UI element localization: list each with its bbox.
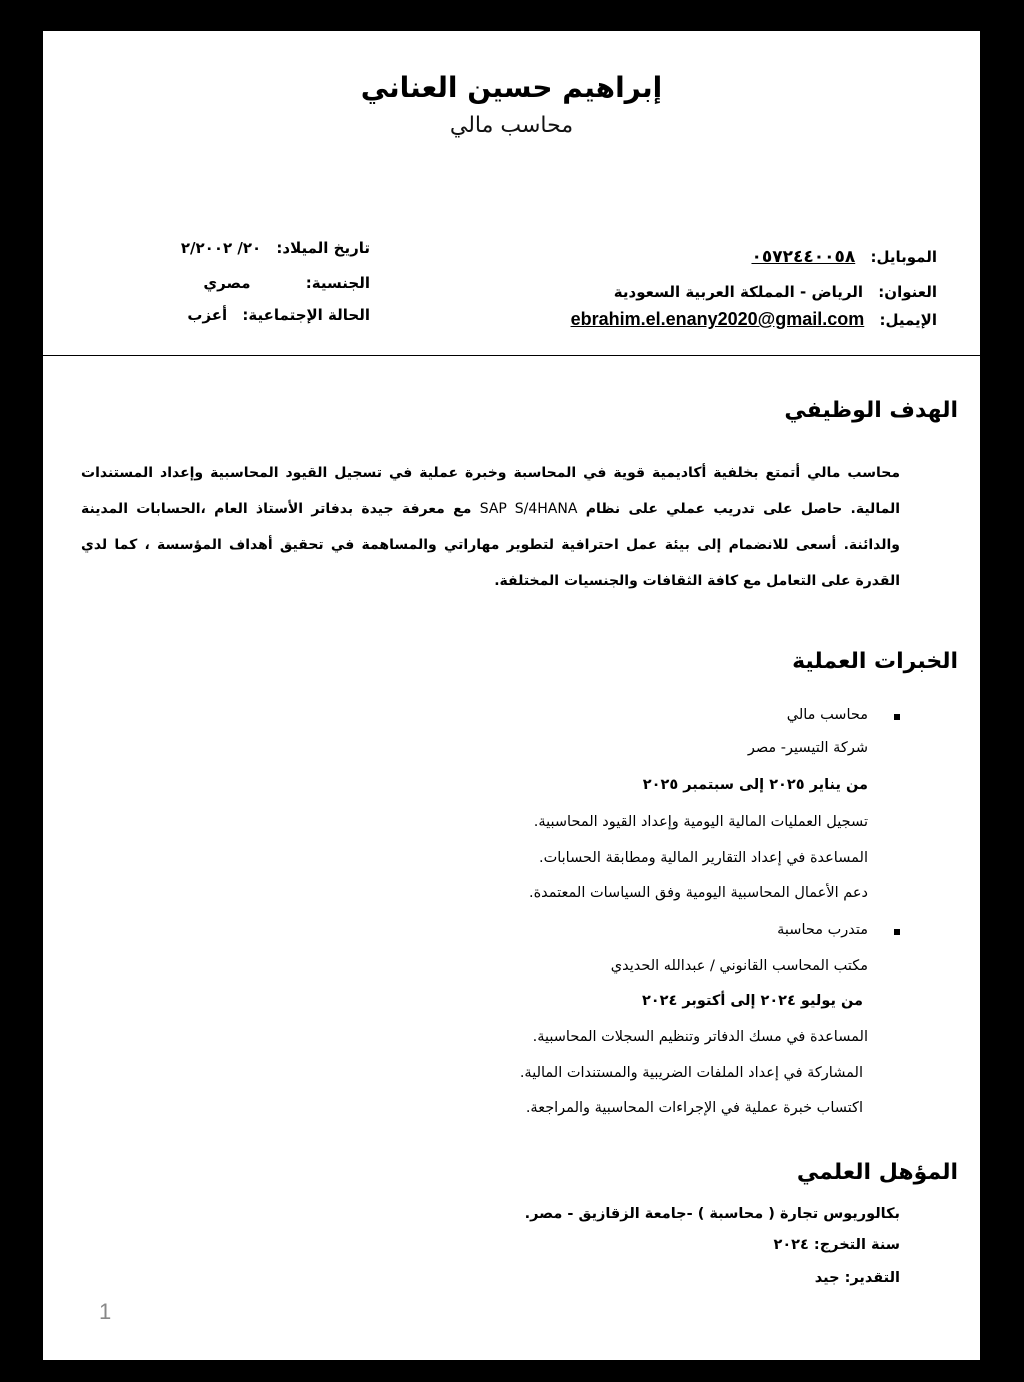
mobile-value[interactable]: ٠٥٧٢٤٤٠٠٥٨ <box>751 247 856 267</box>
job-2-duty-1: المساعدة في مسك الدفاتر وتنظيم السجلات المحاسبية. <box>532 1029 868 1045</box>
job-2-bullet <box>894 929 900 935</box>
education-grad-year: سنة التخرج: ٢٠٢٤ <box>773 1237 900 1253</box>
job-2-company: مكتب المحاسب القانوني / عبدالله الحديدي <box>610 958 868 974</box>
nationality-row <box>203 274 370 292</box>
job-2-period: من يوليو ٢٠٢٤ إلى أكتوبر ٢٠٢٤ <box>641 993 863 1009</box>
birth-label: تاريخ الميلاد: <box>276 239 370 257</box>
job-1-duty-3: دعم الأعمال المحاسبية اليومية وفق السياسات المعتمدة. <box>528 885 868 901</box>
address-row <box>614 283 937 301</box>
experience-heading: الخبرات العملية <box>792 649 958 674</box>
birth-value: ٢٠/ ٢/٢٠٠٢ <box>180 239 262 257</box>
mobile-row <box>751 247 937 267</box>
email-label: الإيميل: <box>879 311 937 329</box>
objective-text-1: محاسب مالي أتمتع بخلفية أكاديمية قوية في المحاسبة وخبرة عملية في تسجيل القيود المحاسبية وإعداد المستندات المالية. حاصل على تدريب عملي على نظام <box>81 465 901 517</box>
job-2-title: متدرب محاسبة <box>777 922 868 938</box>
address-label: العنوان: <box>878 283 937 301</box>
address-value: الرياض - المملكة العربية السعودية <box>613 283 864 301</box>
education-heading: المؤهل العلمي <box>796 1160 958 1185</box>
header-divider <box>43 355 980 356</box>
job-1-period: من يناير ٢٠٢٥ إلى سبتمبر ٢٠٢٥ <box>642 777 868 793</box>
objective-heading: الهدف الوظيفي <box>784 398 958 423</box>
nationality-value: مصري <box>203 274 251 292</box>
objective-text-2: مع معرفة جيدة بدفاتر الأستاذ العام ،الحسابات المدينة والدائنة. أسعى للانضمام إلى بيئة عمل احترافية لتطوير مهاراتي والمساهمة في تحقيق أهداف المؤسسة ، كما لدي القدرة على التعامل مع كافة الثقافات والجنسيات المختلفة. <box>81 501 900 589</box>
marital-label: الحالة الإجتماعية: <box>242 306 370 324</box>
email-row <box>571 309 937 330</box>
objective-paragraph <box>81 455 900 599</box>
job-1-title: محاسب مالي <box>786 707 868 723</box>
nationality-label: الجنسية: <box>305 274 370 292</box>
job-2-duty-2: المشاركة في إعداد الملفات الضريبية والمستندات المالية. <box>519 1065 863 1081</box>
education-grade: التقدير: جيد <box>814 1270 900 1286</box>
job-1-duty-1: تسجيل العمليات المالية اليومية وإعداد القيود المحاسبية. <box>533 814 868 830</box>
marital-row <box>187 306 370 324</box>
resume-page <box>43 31 980 1360</box>
job-title: محاسب مالي <box>449 113 574 138</box>
job-2-duty-3: اكتساب خبرة عملية في الإجراءات المحاسبية والمراجعة. <box>525 1100 863 1116</box>
objective-system: SAP S/4HANA <box>479 501 578 517</box>
mobile-label: الموبايل: <box>870 248 937 266</box>
page-number: 1 <box>99 1299 112 1324</box>
education-degree: بكالوريوس تجارة ( محاسبة ) -جامعة الزقازيق - مصر. <box>524 1206 900 1222</box>
job-1-company: شركة التيسير- مصر <box>747 740 868 756</box>
job-1-bullet <box>894 714 900 720</box>
job-1-duty-2: المساعدة في إعداد التقارير المالية ومطابقة الحسابات. <box>538 850 868 866</box>
candidate-name: إبراهيم حسين العناني <box>360 71 663 104</box>
marital-value: أعزب <box>187 306 228 324</box>
email-link[interactable]: ebrahim.el.enany2020@gmail.com <box>570 309 865 329</box>
birth-row <box>181 239 370 257</box>
